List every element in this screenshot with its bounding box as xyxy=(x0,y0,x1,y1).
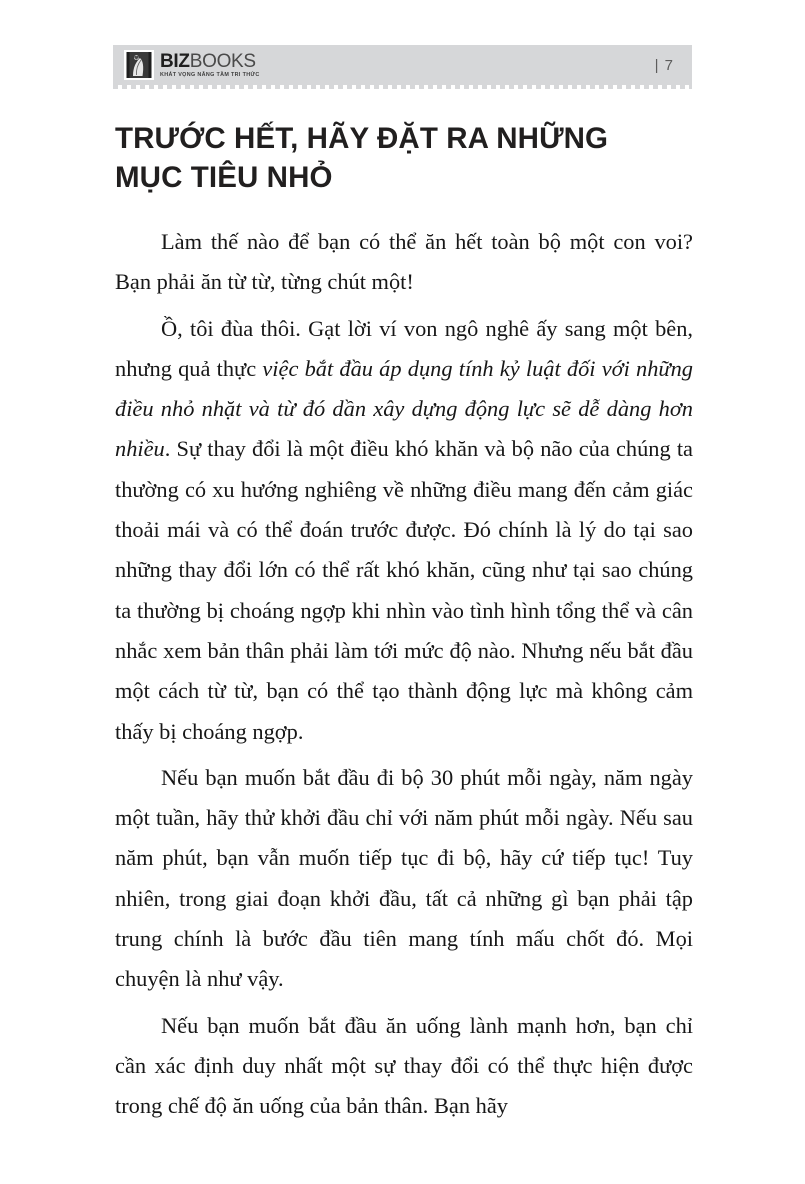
paragraph xyxy=(115,1006,693,1127)
paragraph xyxy=(115,222,693,303)
text-run: Nếu bạn muốn bắt đầu ăn uống lành mạnh hơn, bạn chỉ cần xác định duy nhất một sự thay đổi có thể thực hiện được trong chế độ ăn uống của bản thân. Bạn hãy xyxy=(115,1012,693,1119)
brand-lockup xyxy=(113,50,260,80)
italic-run: việc bắt đầu áp dụng tính kỷ luật đối với những điều nhỏ nhặt và từ đó dần xây dựng động lực sẽ dễ dàng hơn nhiều xyxy=(115,355,694,462)
text-run: Nếu bạn muốn bắt đầu đi bộ 30 phút mỗi ngày, năm ngày một tuần, hãy thử khởi đầu chỉ với năm phút mỗi ngày. Nếu sau năm phút, bạn vẫn muốn tiếp tục đi bộ, hãy cứ tiếp tục! Tuy nhiên, trong giai đoạn khởi đầu, tất cả những gì bạn phải tập trung chính là bước đầu tiên mang tính mấu chốt đó. Mọi chuyện là như vậy. xyxy=(115,764,693,992)
page-number: | 7 xyxy=(654,56,674,74)
brand-tagline: KHÁT VỌNG NÂNG TẦM TRI THỨC xyxy=(160,72,260,79)
brand-text-block xyxy=(160,52,260,79)
body-copy xyxy=(115,222,693,1127)
brand-name xyxy=(160,52,260,71)
paragraph xyxy=(115,758,693,1000)
text-run: . Sự thay đổi là một điều khó khăn và bộ não của chúng ta thường có xu hướng nghiêng về những điều mang đến cảm giác thoải mái và có thể đoán trước được. Đó chính là lý do tại sao những thay đổi lớn có thể rất khó khăn, cũng như tại sao chúng ta thường bị choáng ngợp khi nhìn vào tình hình tổng thể và cân nhắc xem bản thân phải làm tới mức độ nào. Nhưng nếu bắt đầu một cách từ từ, bạn có thể tạo thành động lực mà không cảm thấy bị choáng ngợp. xyxy=(115,436,693,744)
page-header-band xyxy=(113,45,692,85)
paragraph xyxy=(115,309,693,752)
book-logo-icon xyxy=(124,50,154,80)
brand-name-primary: BIZ xyxy=(160,50,190,72)
text-run: Làm thế nào để bạn có thể ăn hết toàn bộ một con voi? Bạn phải ăn từ từ, từng chút một! xyxy=(115,229,693,295)
page-title: TRƯỚC HẾT, HÃY ĐẶT RA NHỮNG MỤC TIÊU NHỎ xyxy=(115,122,609,194)
text-run: Ồ, tôi đùa thôi. Gạt lời ví von ngô nghê ấy sang một bên, nhưng quả thực xyxy=(115,315,693,381)
brand-name-secondary: BOOKS xyxy=(189,50,256,72)
